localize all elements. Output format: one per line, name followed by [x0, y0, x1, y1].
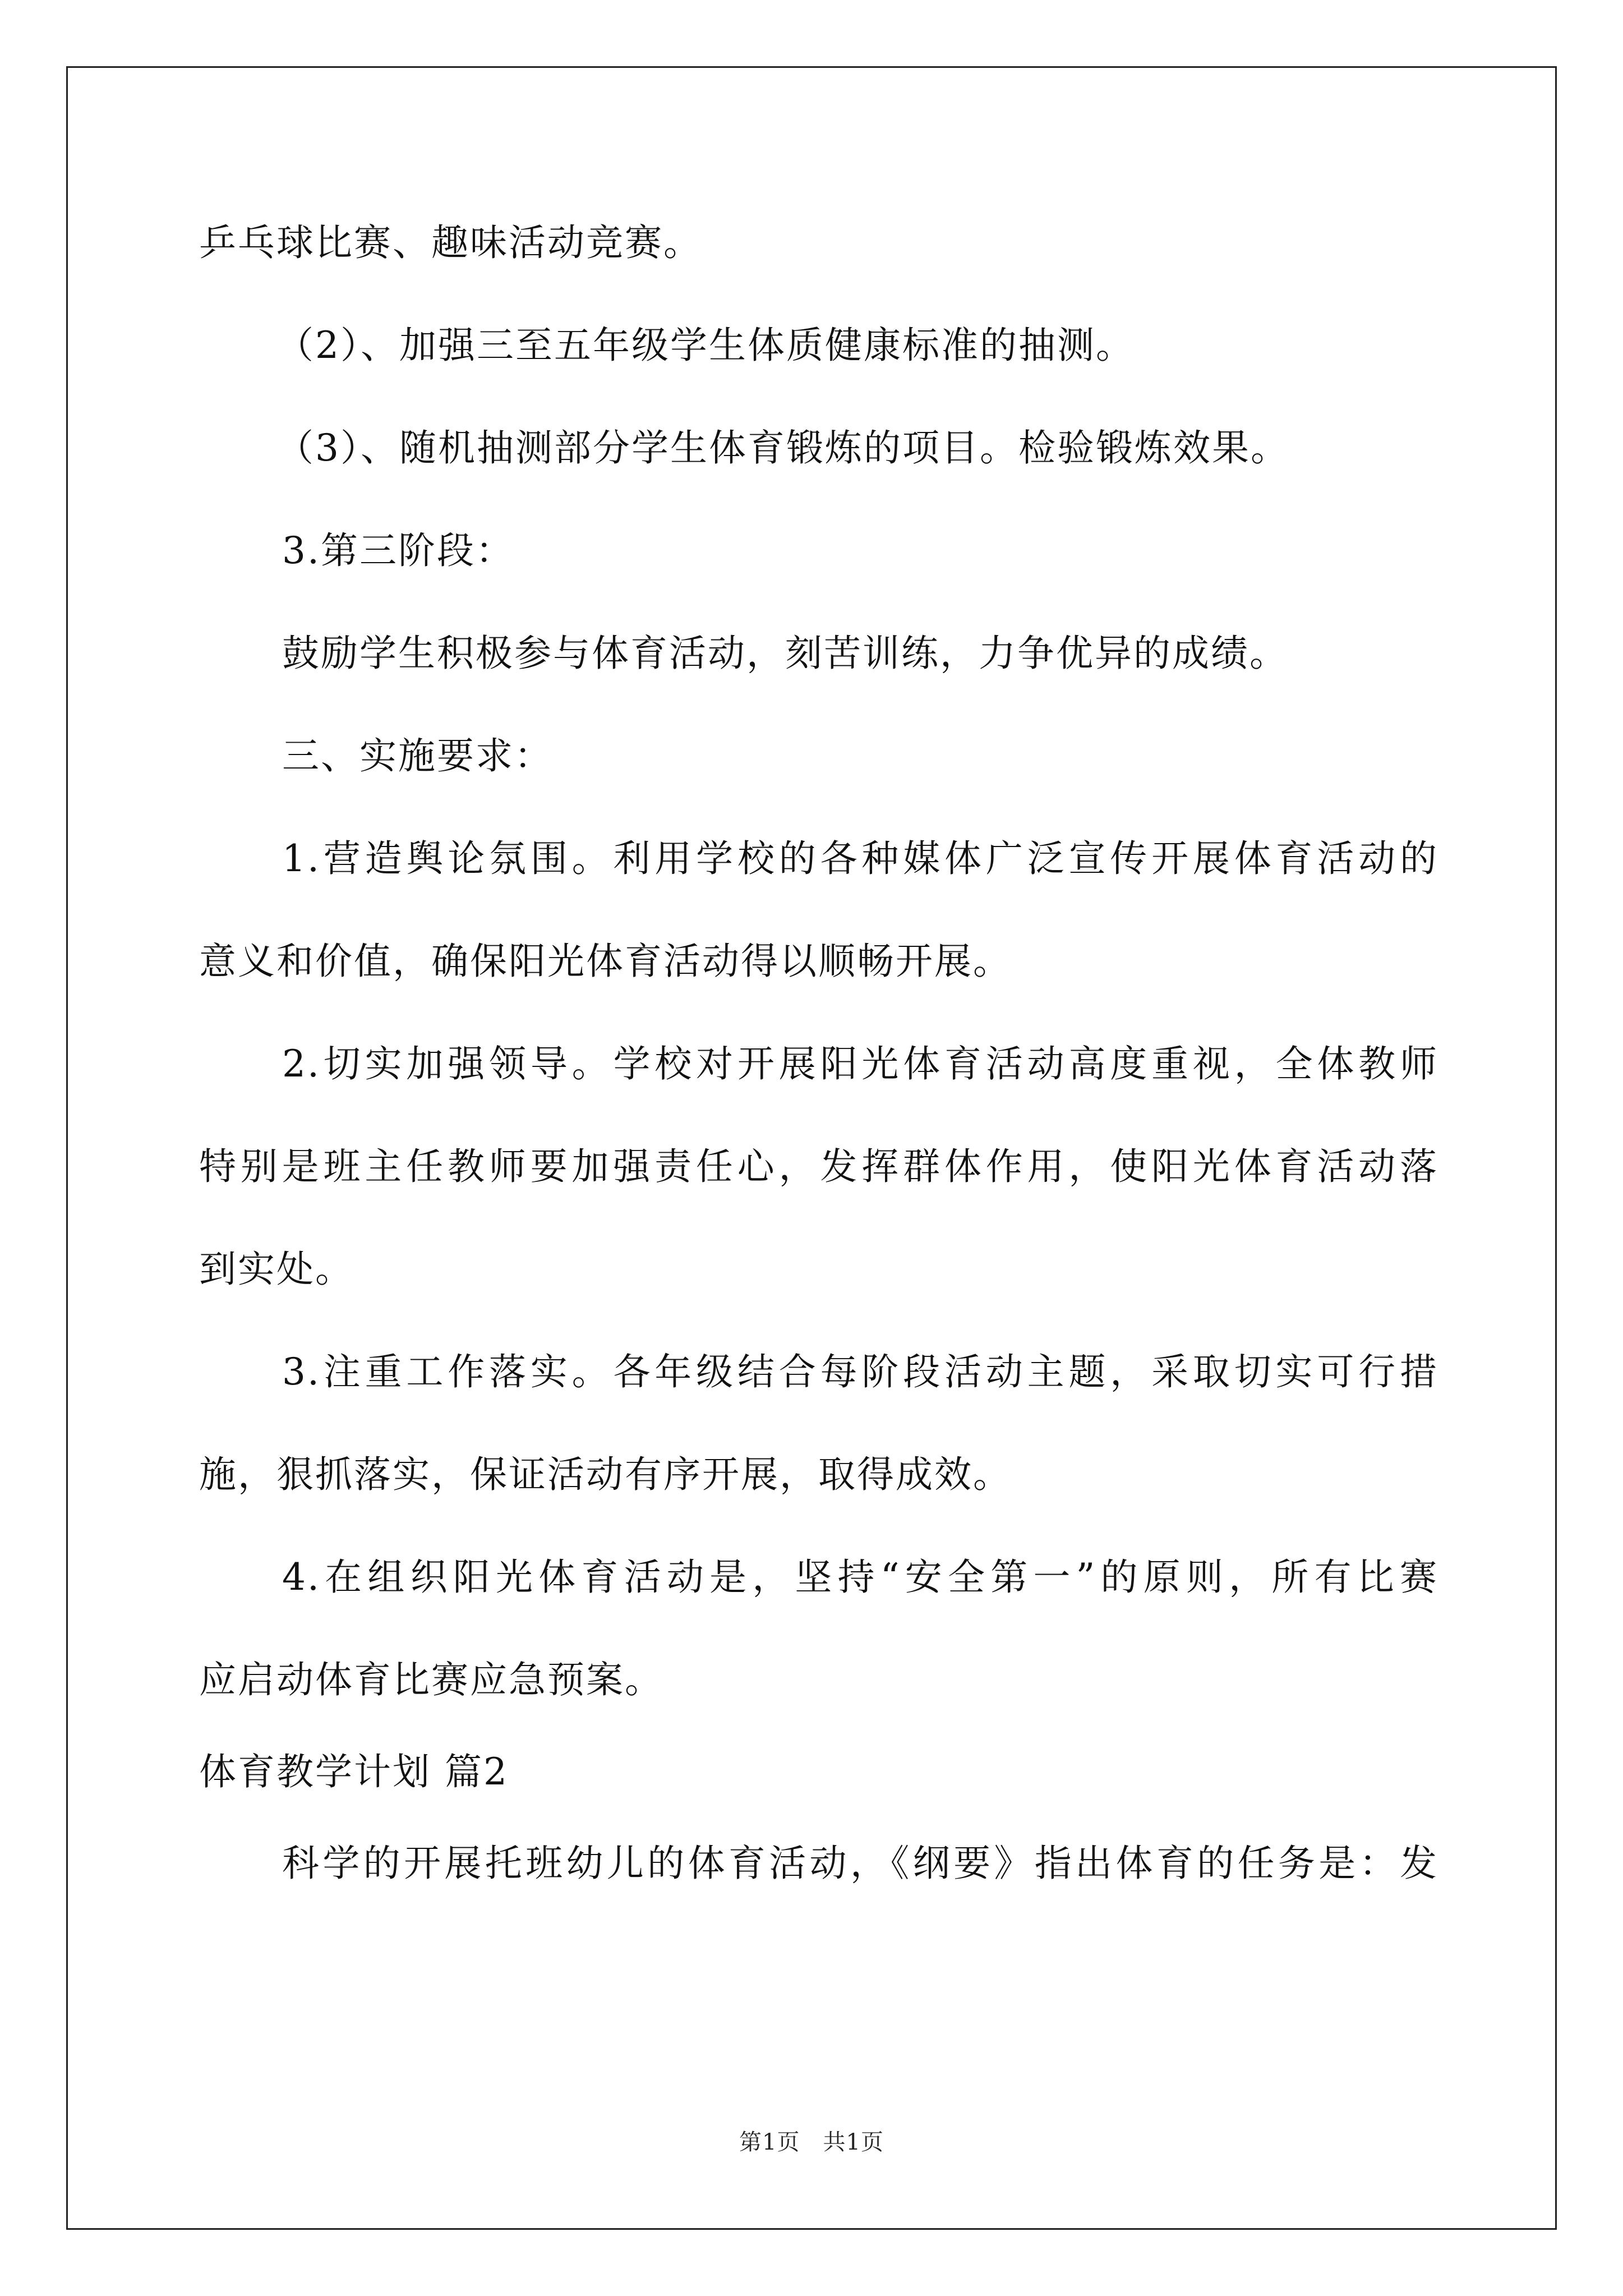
section-heading: 三、实施要求： [282, 734, 553, 777]
paragraph-line: 鼓励学生积极参与体育活动，刻苦训练，力争优异的成绩。 [282, 632, 1288, 675]
paragraph-line: 到实处。 [199, 1248, 354, 1291]
paragraph-line: 意义和价值，确保阳光体育活动得以顺畅开展。 [199, 940, 1012, 983]
article-title: 体育教学计划 篇2 [199, 1750, 509, 1793]
paragraph-line: 施，狠抓落实，保证活动有序开展，取得成效。 [199, 1453, 1012, 1496]
page-footer: 第1页 共1页 [739, 2129, 884, 2155]
paragraph-line: 3.注重工作落实。各年级结合每阶段活动主题，采取切实可行措 [282, 1350, 1438, 1393]
paragraph-line: 应启动体育比赛应急预案。 [199, 1658, 663, 1701]
section-heading: 3.第三阶段： [282, 529, 514, 572]
paragraph-line: 特别是班主任教师要加强责任心，发挥群体作用，使阳光体育活动落 [199, 1145, 1438, 1188]
paragraph-line: 科学的开展托班幼儿的体育活动，《纲要》指出体育的任务是：发 [282, 1842, 1438, 1885]
paragraph-line: 4.在组织阳光体育活动是，坚持“安全第一”的原则，所有比赛 [282, 1556, 1438, 1599]
paragraph-line: 乒乓球比赛、趣味活动竞赛。 [199, 221, 702, 264]
paragraph-line: （2）、加强三至五年级学生体质健康标准的抽测。 [276, 324, 1135, 367]
paragraph-line: （3）、随机抽测部分学生体育锻炼的项目。检验锻炼效果。 [276, 426, 1289, 470]
paragraph-line: 2.切实加强领导。学校对开展阳光体育活动高度重视，全体教师 [282, 1042, 1438, 1085]
paragraph-line: 1.营造舆论氛围。利用学校的各种媒体广泛宣传开展体育活动的 [282, 837, 1438, 880]
